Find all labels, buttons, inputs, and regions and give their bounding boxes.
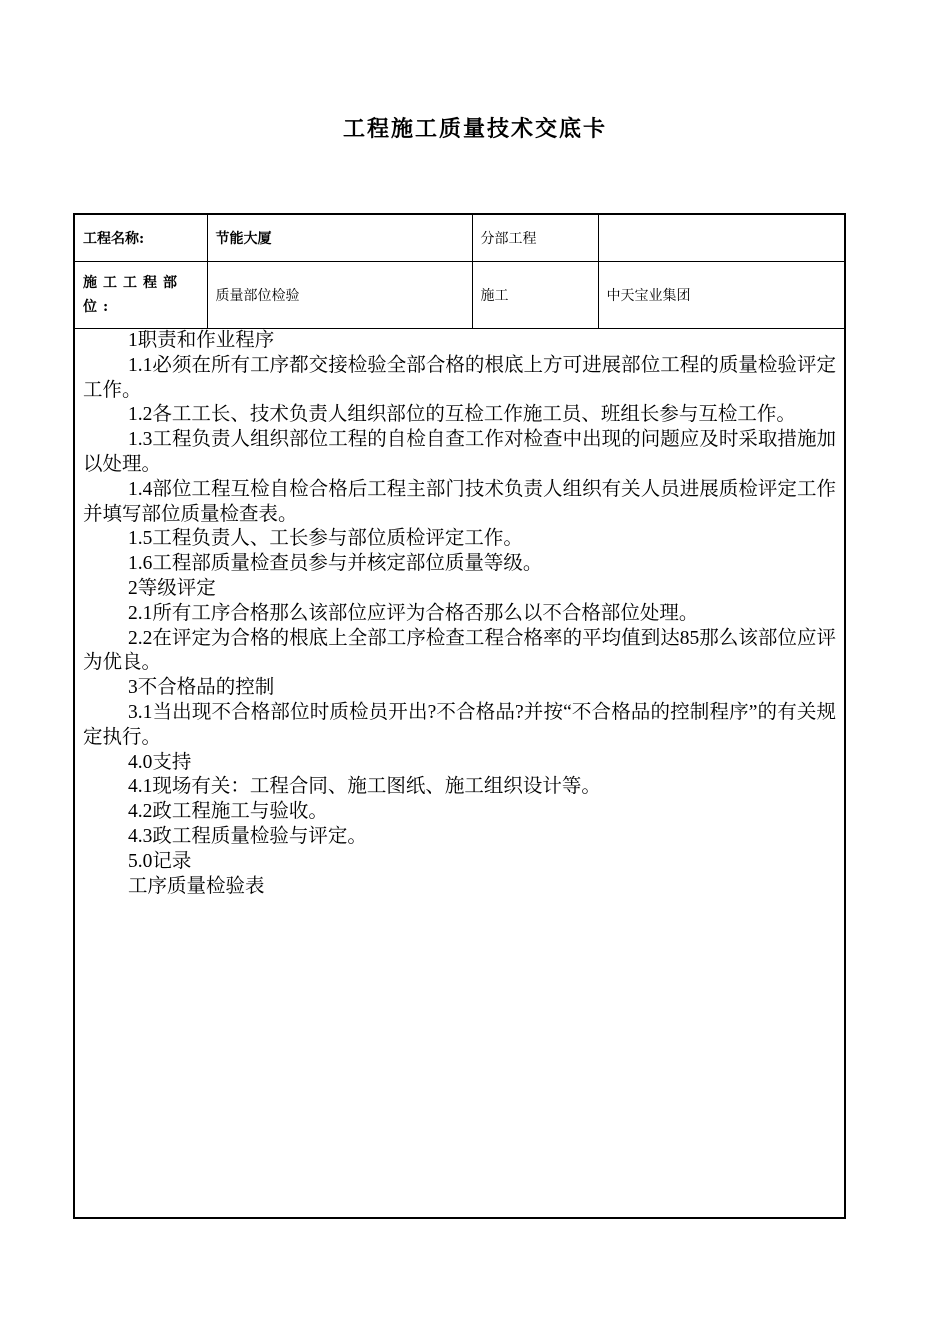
sub-project-label: 分部工程 <box>472 214 598 262</box>
construction-part-label: 施工工程部位: <box>74 262 207 329</box>
content-paragraph: 4.2政工程施工与验收。 <box>128 801 328 823</box>
content-body <box>83 329 836 899</box>
form-row-content <box>74 329 845 1219</box>
content-paragraph: 2.1所有工序合格那么该部位应评为合格否那么以不合格部位处理。 <box>128 602 699 624</box>
content-paragraph: 4.1现场有关：工程合同、施工图纸、施工组织设计等。 <box>128 776 601 798</box>
project-name-label: 工程名称: <box>74 214 207 262</box>
content-paragraph: 工序质量检验表 <box>128 875 265 897</box>
construction-value: 中天宝业集团 <box>598 262 845 329</box>
form-row-part <box>74 262 845 329</box>
content-paragraph: 2.2在评定为合格的根底上全部工序检查工程合格率的平均值到达85那么该部位应评为优良。 <box>83 627 836 674</box>
document-title: 工程施工质量技术交底卡 <box>342 116 607 142</box>
project-name-value: 节能大厦 <box>207 214 472 262</box>
construction-part-value: 质量部位检验 <box>207 262 472 329</box>
content-paragraph: 3.1当出现不合格部位时质检员开出?不合格品?并按“不合格品的控制程序”的有关规定执行。 <box>83 701 836 748</box>
content-paragraph: 1.1必须在所有工序都交接检验全部合格的根底上方可进展部位工程的质量检验评定工作。 <box>83 354 836 401</box>
content-paragraph: 4.3政工程质量检验与评定。 <box>128 825 367 847</box>
content-paragraph: 2等级评定 <box>128 577 216 599</box>
content-paragraph: 1.2各工工长、技术负责人组织部位的互检工作施工员、班组长参与互检工作。 <box>128 404 796 426</box>
content-paragraph: 1.4部位工程互检自检合格后工程主部门技术负责人组织有关人员进展质检评定工作并填写部位质量检查表。 <box>83 478 836 525</box>
content-paragraph: 1.6工程部质量检查员参与并核定部位质量等级。 <box>128 553 543 575</box>
content-paragraph: 1职责和作业程序 <box>128 330 275 351</box>
content-cell <box>74 329 845 1219</box>
content-paragraph: 5.0记录 <box>128 850 192 872</box>
sub-project-value <box>598 214 845 262</box>
content-paragraph: 3不合格品的控制 <box>128 677 275 699</box>
content-paragraph: 1.5工程负责人、工长参与部位质检评定工作。 <box>128 528 523 550</box>
form-row-project <box>74 214 845 262</box>
content-paragraph: 4.0支持 <box>128 751 192 773</box>
handover-form-table <box>73 213 846 1219</box>
construction-label: 施工 <box>472 262 598 329</box>
content-paragraph: 1.3工程负责人组织部位工程的自检自查工作对检查中出现的问题应及时采取措施加以处理。 <box>83 429 836 475</box>
